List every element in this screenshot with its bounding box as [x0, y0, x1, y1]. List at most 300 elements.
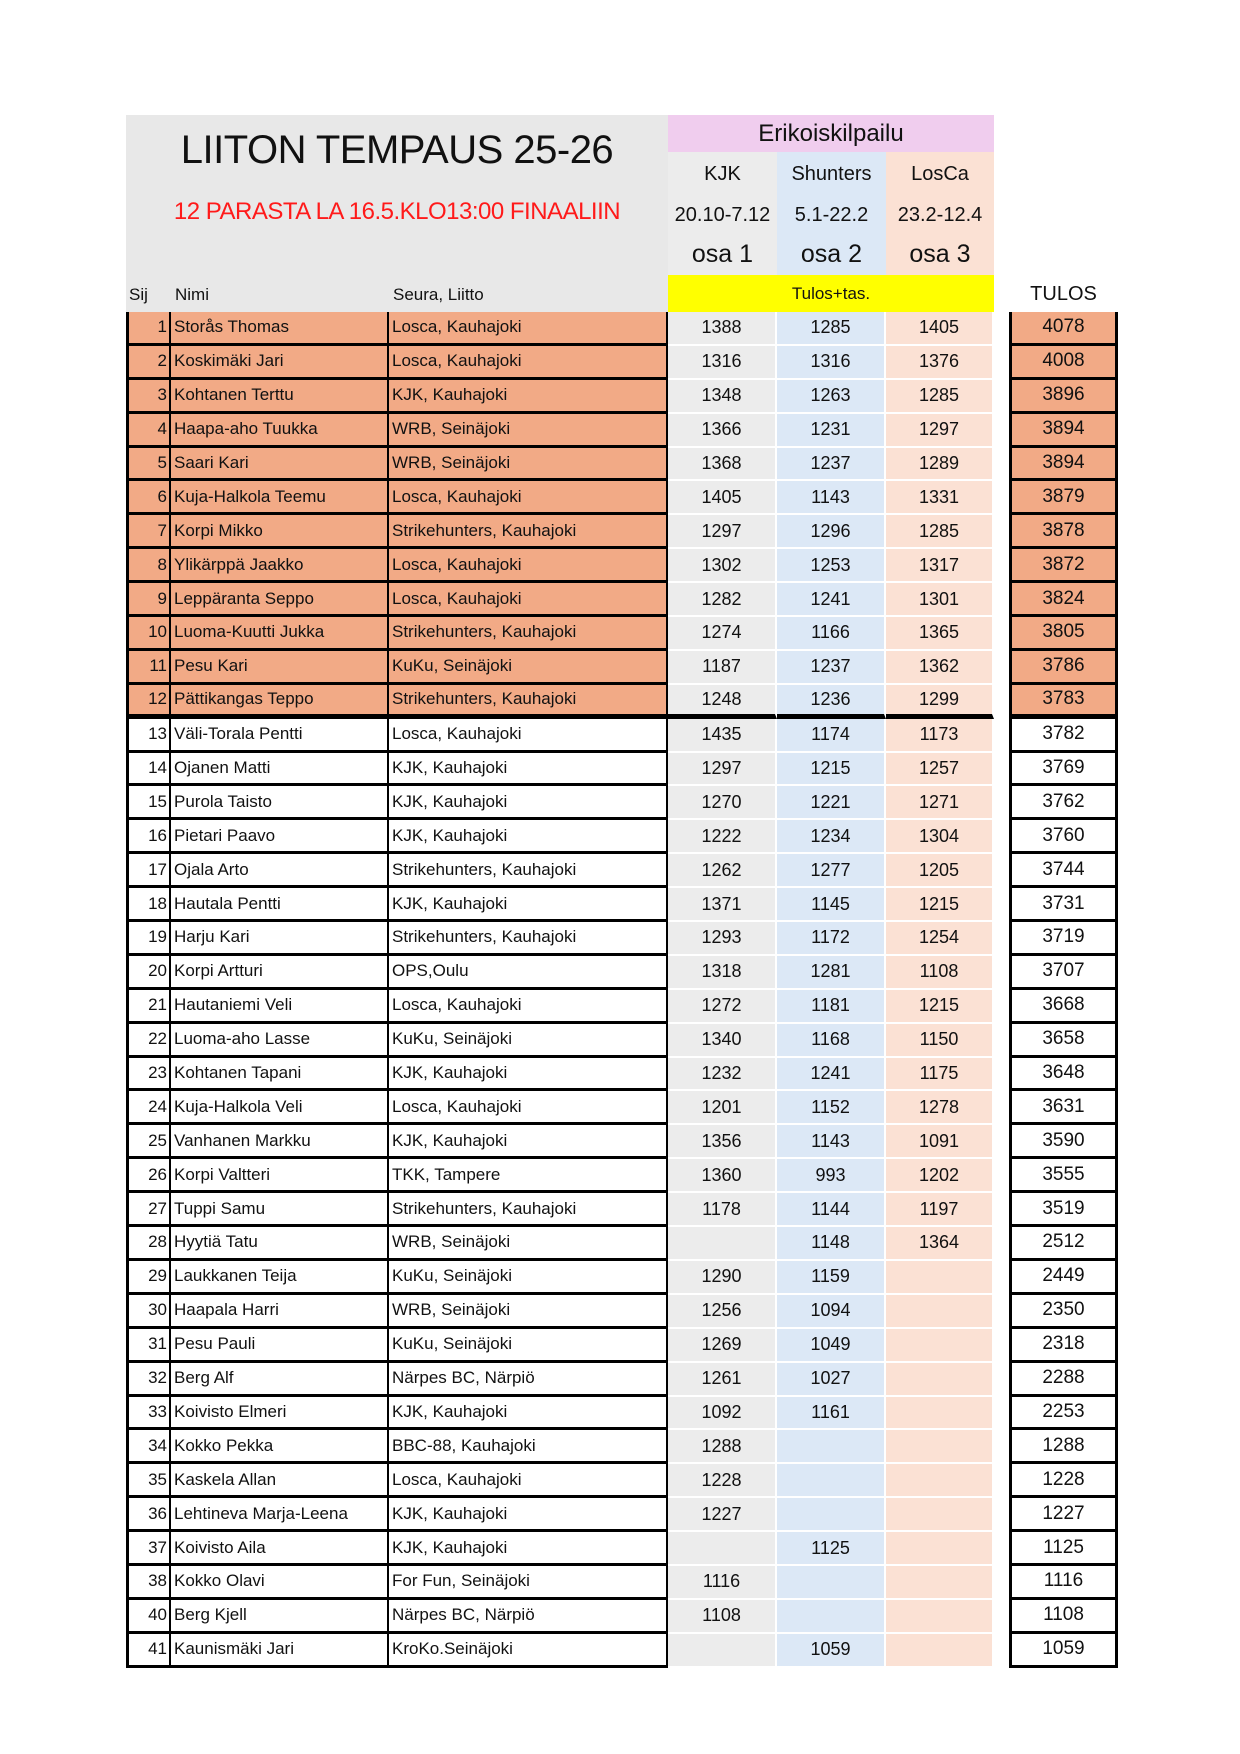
- club-cell: Strikehunters, Kauhajoki: [389, 922, 668, 956]
- shunters-score-cell: 1049: [777, 1329, 886, 1363]
- club-cell: Strikehunters, Kauhajoki: [389, 617, 668, 651]
- club-cell: Strikehunters, Kauhajoki: [389, 685, 668, 719]
- club-cell: KJK, Kauhajoki: [389, 1498, 668, 1532]
- kjk-score-cell: 1108: [668, 1600, 777, 1634]
- losca-score-cell: [886, 1464, 994, 1498]
- kjk-score-cell: 1269: [668, 1329, 777, 1363]
- name-cell: Korpi Valtteri: [171, 1159, 389, 1193]
- shunters-score-cell: 1237: [777, 448, 886, 482]
- club-cell: KuKu, Seinäjoki: [389, 1261, 668, 1295]
- spacer: [994, 1125, 1009, 1159]
- kjk-score-cell: 1256: [668, 1295, 777, 1329]
- name-cell: Laukkanen Teija: [171, 1261, 389, 1295]
- spacer: [994, 346, 1009, 380]
- shunters-score-cell: [777, 1566, 886, 1600]
- spacer: [994, 922, 1009, 956]
- club-cell: KJK, Kauhajoki: [389, 753, 668, 787]
- leg3-dates: 23.2-12.4: [886, 197, 994, 234]
- losca-score-cell: [886, 1600, 994, 1634]
- total-cell: 3872: [1009, 549, 1118, 583]
- total-cell: 3878: [1009, 515, 1118, 549]
- losca-score-cell: 1301: [886, 583, 994, 617]
- rank-cell: 11: [126, 651, 171, 685]
- total-cell: 3782: [1009, 719, 1118, 753]
- club-cell: KroKo.Seinäjoki: [389, 1634, 668, 1668]
- total-cell: 1288: [1009, 1430, 1118, 1464]
- losca-score-cell: 1365: [886, 617, 994, 651]
- losca-score-cell: 1304: [886, 820, 994, 854]
- losca-score-cell: 1376: [886, 346, 994, 380]
- spacer: [994, 854, 1009, 888]
- rank-cell: 20: [126, 956, 171, 990]
- kjk-score-cell: 1293: [668, 922, 777, 956]
- total-cell: 2350: [1009, 1295, 1118, 1329]
- column-header-total: TULOS: [1030, 282, 1097, 305]
- shunters-score-cell: 1144: [777, 1193, 886, 1227]
- shunters-score-cell: 1221: [777, 786, 886, 820]
- losca-score-cell: 1254: [886, 922, 994, 956]
- club-cell: WRB, Seinäjoki: [389, 1295, 668, 1329]
- group-header: Erikoiskilpailu: [668, 115, 994, 152]
- rank-cell: 40: [126, 1600, 171, 1634]
- kjk-score-cell: 1388: [668, 312, 777, 346]
- name-cell: Harju Kari: [171, 922, 389, 956]
- kjk-score-cell: 1227: [668, 1498, 777, 1532]
- rank-cell: 16: [126, 820, 171, 854]
- name-cell: Kohtanen Terttu: [171, 380, 389, 414]
- kjk-score-cell: 1270: [668, 786, 777, 820]
- rank-cell: 7: [126, 515, 171, 549]
- shunters-score-cell: [777, 1600, 886, 1634]
- name-cell: Haapa-aho Tuukka: [171, 414, 389, 448]
- rank-cell: 31: [126, 1329, 171, 1363]
- losca-score-cell: 1205: [886, 854, 994, 888]
- total-cell: 3894: [1009, 414, 1118, 448]
- name-cell: Kuja-Halkola Veli: [171, 1091, 389, 1125]
- kjk-score-cell: 1187: [668, 651, 777, 685]
- shunters-score-cell: 1236: [777, 685, 886, 719]
- shunters-score-cell: 1181: [777, 990, 886, 1024]
- club-cell: BBC-88, Kauhajoki: [389, 1430, 668, 1464]
- club-cell: Losca, Kauhajoki: [389, 481, 668, 515]
- kjk-score-cell: 1316: [668, 346, 777, 380]
- total-cell: 3879: [1009, 481, 1118, 515]
- kjk-score-cell: 1297: [668, 753, 777, 787]
- name-cell: Haapala Harri: [171, 1295, 389, 1329]
- shunters-score-cell: 1253: [777, 549, 886, 583]
- rank-cell: 19: [126, 922, 171, 956]
- spacer: [994, 888, 1009, 922]
- rank-cell: 33: [126, 1397, 171, 1431]
- name-cell: Kuja-Halkola Teemu: [171, 481, 389, 515]
- kjk-score-cell: 1288: [668, 1430, 777, 1464]
- leg2-dates: 5.1-22.2: [777, 197, 886, 234]
- rank-cell: 35: [126, 1464, 171, 1498]
- total-cell: 3668: [1009, 990, 1118, 1024]
- name-cell: Luoma-aho Lasse: [171, 1024, 389, 1058]
- name-cell: Leppäranta Seppo: [171, 583, 389, 617]
- losca-score-cell: 1091: [886, 1125, 994, 1159]
- total-cell: 3894: [1009, 448, 1118, 482]
- shunters-score-cell: 1143: [777, 1125, 886, 1159]
- club-cell: Losca, Kauhajoki: [389, 1091, 668, 1125]
- shunters-score-cell: 1125: [777, 1532, 886, 1566]
- name-cell: Ojala Arto: [171, 854, 389, 888]
- rank-cell: 38: [126, 1566, 171, 1600]
- total-cell: 2318: [1009, 1329, 1118, 1363]
- spacer: [994, 685, 1009, 719]
- rank-cell: 34: [126, 1430, 171, 1464]
- name-cell: Koivisto Aila: [171, 1532, 389, 1566]
- shunters-score-cell: 1296: [777, 515, 886, 549]
- total-cell: 3769: [1009, 753, 1118, 787]
- shunters-score-cell: 1231: [777, 414, 886, 448]
- name-cell: Pietari Paavo: [171, 820, 389, 854]
- name-cell: Berg Kjell: [171, 1600, 389, 1634]
- name-cell: Saari Kari: [171, 448, 389, 482]
- name-cell: Väli-Torala Pentti: [171, 719, 389, 753]
- shunters-score-cell: 1281: [777, 956, 886, 990]
- rank-cell: 24: [126, 1091, 171, 1125]
- kjk-score-cell: 1274: [668, 617, 777, 651]
- shunters-score-cell: 1263: [777, 380, 886, 414]
- rank-cell: 30: [126, 1295, 171, 1329]
- name-cell: Pättikangas Teppo: [171, 685, 389, 719]
- results-table: [126, 312, 1118, 1668]
- shunters-score-cell: 1215: [777, 753, 886, 787]
- spacer: [994, 414, 1009, 448]
- name-cell: Pesu Kari: [171, 651, 389, 685]
- losca-score-cell: [886, 1498, 994, 1532]
- rank-cell: 13: [126, 719, 171, 753]
- spacer: [994, 786, 1009, 820]
- shunters-score-cell: 1161: [777, 1397, 886, 1431]
- spacer: [994, 1261, 1009, 1295]
- losca-score-cell: 1150: [886, 1024, 994, 1058]
- losca-score-cell: 1289: [886, 448, 994, 482]
- name-cell: Kokko Pekka: [171, 1430, 389, 1464]
- kjk-score-cell: 1262: [668, 854, 777, 888]
- losca-score-cell: 1175: [886, 1058, 994, 1092]
- losca-score-cell: 1278: [886, 1091, 994, 1125]
- club-cell: KJK, Kauhajoki: [389, 1058, 668, 1092]
- rank-cell: 22: [126, 1024, 171, 1058]
- spacer: [994, 956, 1009, 990]
- name-cell: Lehtineva Marja-Leena: [171, 1498, 389, 1532]
- total-cell: 1116: [1009, 1566, 1118, 1600]
- kjk-score-cell: 1348: [668, 380, 777, 414]
- leg2-part: osa 2: [777, 234, 886, 275]
- total-cell: 1125: [1009, 1532, 1118, 1566]
- club-cell: Strikehunters, Kauhajoki: [389, 515, 668, 549]
- kjk-score-cell: 1222: [668, 820, 777, 854]
- spacer: [994, 651, 1009, 685]
- leg1-dates: 20.10-7.12: [668, 197, 777, 234]
- club-cell: KuKu, Seinäjoki: [389, 1329, 668, 1363]
- rank-cell: 41: [126, 1634, 171, 1668]
- name-cell: Purola Taisto: [171, 786, 389, 820]
- kjk-score-cell: 1272: [668, 990, 777, 1024]
- spacer: [994, 1464, 1009, 1498]
- name-cell: Kokko Olavi: [171, 1566, 389, 1600]
- spacer: [994, 753, 1009, 787]
- spacer: [994, 312, 1009, 346]
- losca-score-cell: [886, 1566, 994, 1600]
- club-cell: Strikehunters, Kauhajoki: [389, 1193, 668, 1227]
- shunters-score-cell: [777, 1464, 886, 1498]
- club-cell: Strikehunters, Kauhajoki: [389, 854, 668, 888]
- total-cell: 3824: [1009, 583, 1118, 617]
- kjk-score-cell: 1435: [668, 719, 777, 753]
- spacer: [994, 1227, 1009, 1261]
- spacer: [994, 583, 1009, 617]
- column-header-name: Nimi: [175, 285, 209, 304]
- column-header-rank: Sij: [129, 285, 148, 304]
- rank-cell: 27: [126, 1193, 171, 1227]
- kjk-score-cell: 1360: [668, 1159, 777, 1193]
- name-cell: Tuppi Samu: [171, 1193, 389, 1227]
- rank-cell: 28: [126, 1227, 171, 1261]
- page-title: LIITON TEMPAUS 25-26: [180, 128, 614, 172]
- rank-cell: 32: [126, 1363, 171, 1397]
- leg2-club: Shunters: [777, 152, 886, 197]
- rank-cell: 15: [126, 786, 171, 820]
- losca-score-cell: 1215: [886, 990, 994, 1024]
- total-cell: 1227: [1009, 1498, 1118, 1532]
- losca-score-cell: [886, 1329, 994, 1363]
- losca-score-cell: 1202: [886, 1159, 994, 1193]
- rank-cell: 26: [126, 1159, 171, 1193]
- losca-score-cell: [886, 1430, 994, 1464]
- column-header-club: Seura, Liitto: [393, 285, 484, 304]
- kjk-score-cell: 1201: [668, 1091, 777, 1125]
- kjk-score-cell: [668, 1532, 777, 1566]
- rank-cell: 2: [126, 346, 171, 380]
- losca-score-cell: [886, 1261, 994, 1295]
- shunters-score-cell: 1172: [777, 922, 886, 956]
- name-cell: Hautaniemi Veli: [171, 990, 389, 1024]
- name-cell: Korpi Artturi: [171, 956, 389, 990]
- kjk-score-cell: 1340: [668, 1024, 777, 1058]
- spacer: [994, 1159, 1009, 1193]
- losca-score-cell: [886, 1634, 994, 1668]
- club-cell: KJK, Kauhajoki: [389, 1397, 668, 1431]
- name-cell: Kohtanen Tapani: [171, 1058, 389, 1092]
- spacer: [994, 1363, 1009, 1397]
- total-cell: 2253: [1009, 1397, 1118, 1431]
- losca-score-cell: 1215: [886, 888, 994, 922]
- total-cell: 3762: [1009, 786, 1118, 820]
- club-cell: Losca, Kauhajoki: [389, 719, 668, 753]
- kjk-score-cell: 1302: [668, 549, 777, 583]
- club-cell: KJK, Kauhajoki: [389, 1532, 668, 1566]
- spacer: [994, 515, 1009, 549]
- leg3-part: osa 3: [886, 234, 994, 275]
- shunters-score-cell: 1277: [777, 854, 886, 888]
- shunters-score-cell: [777, 1498, 886, 1532]
- name-cell: Koivisto Elmeri: [171, 1397, 389, 1431]
- kjk-score-cell: 1228: [668, 1464, 777, 1498]
- kjk-score-cell: 1092: [668, 1397, 777, 1431]
- spacer: [994, 719, 1009, 753]
- spacer: [994, 1329, 1009, 1363]
- club-cell: Losca, Kauhajoki: [389, 312, 668, 346]
- losca-score-cell: 1257: [886, 753, 994, 787]
- club-cell: Närpes BC, Närpiö: [389, 1600, 668, 1634]
- shunters-score-cell: 1316: [777, 346, 886, 380]
- leg1-part: osa 1: [668, 234, 777, 275]
- subtitle: 12 PARASTA LA 16.5.KLO13:00 FINAALIIN: [173, 198, 621, 225]
- club-cell: WRB, Seinäjoki: [389, 448, 668, 482]
- club-cell: TKK, Tampere: [389, 1159, 668, 1193]
- club-cell: WRB, Seinäjoki: [389, 414, 668, 448]
- club-cell: KuKu, Seinäjoki: [389, 651, 668, 685]
- total-cell: 3658: [1009, 1024, 1118, 1058]
- losca-score-cell: 1271: [886, 786, 994, 820]
- rank-cell: 1: [126, 312, 171, 346]
- club-cell: KuKu, Seinäjoki: [389, 1024, 668, 1058]
- kjk-score-cell: 1282: [668, 583, 777, 617]
- club-cell: Losca, Kauhajoki: [389, 346, 668, 380]
- spacer: [994, 1397, 1009, 1431]
- shunters-score-cell: 1094: [777, 1295, 886, 1329]
- total-cell: 3648: [1009, 1058, 1118, 1092]
- spacer: [994, 1430, 1009, 1464]
- total-cell: 3590: [1009, 1125, 1118, 1159]
- name-cell: Storås Thomas: [171, 312, 389, 346]
- name-cell: Hautala Pentti: [171, 888, 389, 922]
- rank-cell: 8: [126, 549, 171, 583]
- losca-score-cell: 1299: [886, 685, 994, 719]
- club-cell: KJK, Kauhajoki: [389, 888, 668, 922]
- losca-score-cell: [886, 1363, 994, 1397]
- shunters-score-cell: 1159: [777, 1261, 886, 1295]
- rank-cell: 14: [126, 753, 171, 787]
- kjk-score-cell: 1297: [668, 515, 777, 549]
- rank-cell: 37: [126, 1532, 171, 1566]
- rank-cell: 5: [126, 448, 171, 482]
- losca-score-cell: 1364: [886, 1227, 994, 1261]
- total-cell: 2512: [1009, 1227, 1118, 1261]
- spacer: [994, 1498, 1009, 1532]
- kjk-score-cell: 1318: [668, 956, 777, 990]
- spacer: [994, 1566, 1009, 1600]
- spacer: [994, 1024, 1009, 1058]
- total-cell: 3719: [1009, 922, 1118, 956]
- rank-cell: 10: [126, 617, 171, 651]
- losca-score-cell: 1405: [886, 312, 994, 346]
- rank-cell: 3: [126, 380, 171, 414]
- shunters-score-cell: 1241: [777, 1058, 886, 1092]
- club-cell: OPS,Oulu: [389, 956, 668, 990]
- losca-score-cell: [886, 1397, 994, 1431]
- club-cell: KJK, Kauhajoki: [389, 1125, 668, 1159]
- rank-cell: 36: [126, 1498, 171, 1532]
- losca-score-cell: 1173: [886, 719, 994, 753]
- total-cell: 3631: [1009, 1091, 1118, 1125]
- spacer: [994, 481, 1009, 515]
- losca-score-cell: 1317: [886, 549, 994, 583]
- losca-score-cell: 1297: [886, 414, 994, 448]
- leg1-club: KJK: [668, 152, 777, 197]
- total-cell: 3519: [1009, 1193, 1118, 1227]
- name-cell: Kaunismäki Jari: [171, 1634, 389, 1668]
- spacer: [994, 448, 1009, 482]
- kjk-score-cell: 1371: [668, 888, 777, 922]
- shunters-score-cell: 1148: [777, 1227, 886, 1261]
- name-cell: Koskimäki Jari: [171, 346, 389, 380]
- total-cell: 3731: [1009, 888, 1118, 922]
- total-cell: 2288: [1009, 1363, 1118, 1397]
- name-cell: Luoma-Kuutti Jukka: [171, 617, 389, 651]
- spacer: [994, 1193, 1009, 1227]
- shunters-score-cell: 1237: [777, 651, 886, 685]
- kjk-score-cell: 1356: [668, 1125, 777, 1159]
- shunters-score-cell: 1241: [777, 583, 886, 617]
- name-cell: Pesu Pauli: [171, 1329, 389, 1363]
- rank-cell: 4: [126, 414, 171, 448]
- spacer: [994, 990, 1009, 1024]
- club-cell: Losca, Kauhajoki: [389, 990, 668, 1024]
- kjk-score-cell: 1248: [668, 685, 777, 719]
- shunters-score-cell: 1027: [777, 1363, 886, 1397]
- total-cell: 1108: [1009, 1600, 1118, 1634]
- spacer: [994, 820, 1009, 854]
- spacer: [994, 1634, 1009, 1668]
- club-cell: For Fun, Seinäjoki: [389, 1566, 668, 1600]
- kjk-score-cell: 1232: [668, 1058, 777, 1092]
- losca-score-cell: 1331: [886, 481, 994, 515]
- spacer: [994, 1058, 1009, 1092]
- club-cell: Losca, Kauhajoki: [389, 549, 668, 583]
- shunters-score-cell: 1152: [777, 1091, 886, 1125]
- leg3-club: LosCa: [886, 152, 994, 197]
- rank-cell: 25: [126, 1125, 171, 1159]
- rank-cell: 6: [126, 481, 171, 515]
- spacer: [994, 1091, 1009, 1125]
- total-cell: 4008: [1009, 346, 1118, 380]
- rank-cell: 9: [126, 583, 171, 617]
- losca-score-cell: 1362: [886, 651, 994, 685]
- shunters-score-cell: 1174: [777, 719, 886, 753]
- rank-cell: 21: [126, 990, 171, 1024]
- spacer: [994, 380, 1009, 414]
- club-cell: KJK, Kauhajoki: [389, 786, 668, 820]
- spacer: [994, 549, 1009, 583]
- losca-score-cell: 1108: [886, 956, 994, 990]
- total-cell: 3760: [1009, 820, 1118, 854]
- shunters-score-cell: 1285: [777, 312, 886, 346]
- name-cell: Korpi Mikko: [171, 515, 389, 549]
- shunters-score-cell: 1059: [777, 1634, 886, 1668]
- total-cell: 3786: [1009, 651, 1118, 685]
- kjk-score-cell: 1261: [668, 1363, 777, 1397]
- total-cell: 1059: [1009, 1634, 1118, 1668]
- kjk-score-cell: 1178: [668, 1193, 777, 1227]
- losca-score-cell: [886, 1295, 994, 1329]
- kjk-score-cell: [668, 1227, 777, 1261]
- club-cell: WRB, Seinäjoki: [389, 1227, 668, 1261]
- shunters-score-cell: 1143: [777, 481, 886, 515]
- shunters-score-cell: 1234: [777, 820, 886, 854]
- shunters-score-cell: 1145: [777, 888, 886, 922]
- shunters-score-cell: 1166: [777, 617, 886, 651]
- name-cell: Ojanen Matti: [171, 753, 389, 787]
- total-cell: 3555: [1009, 1159, 1118, 1193]
- losca-score-cell: 1285: [886, 515, 994, 549]
- shunters-score-cell: 993: [777, 1159, 886, 1193]
- shunters-score-cell: 1168: [777, 1024, 886, 1058]
